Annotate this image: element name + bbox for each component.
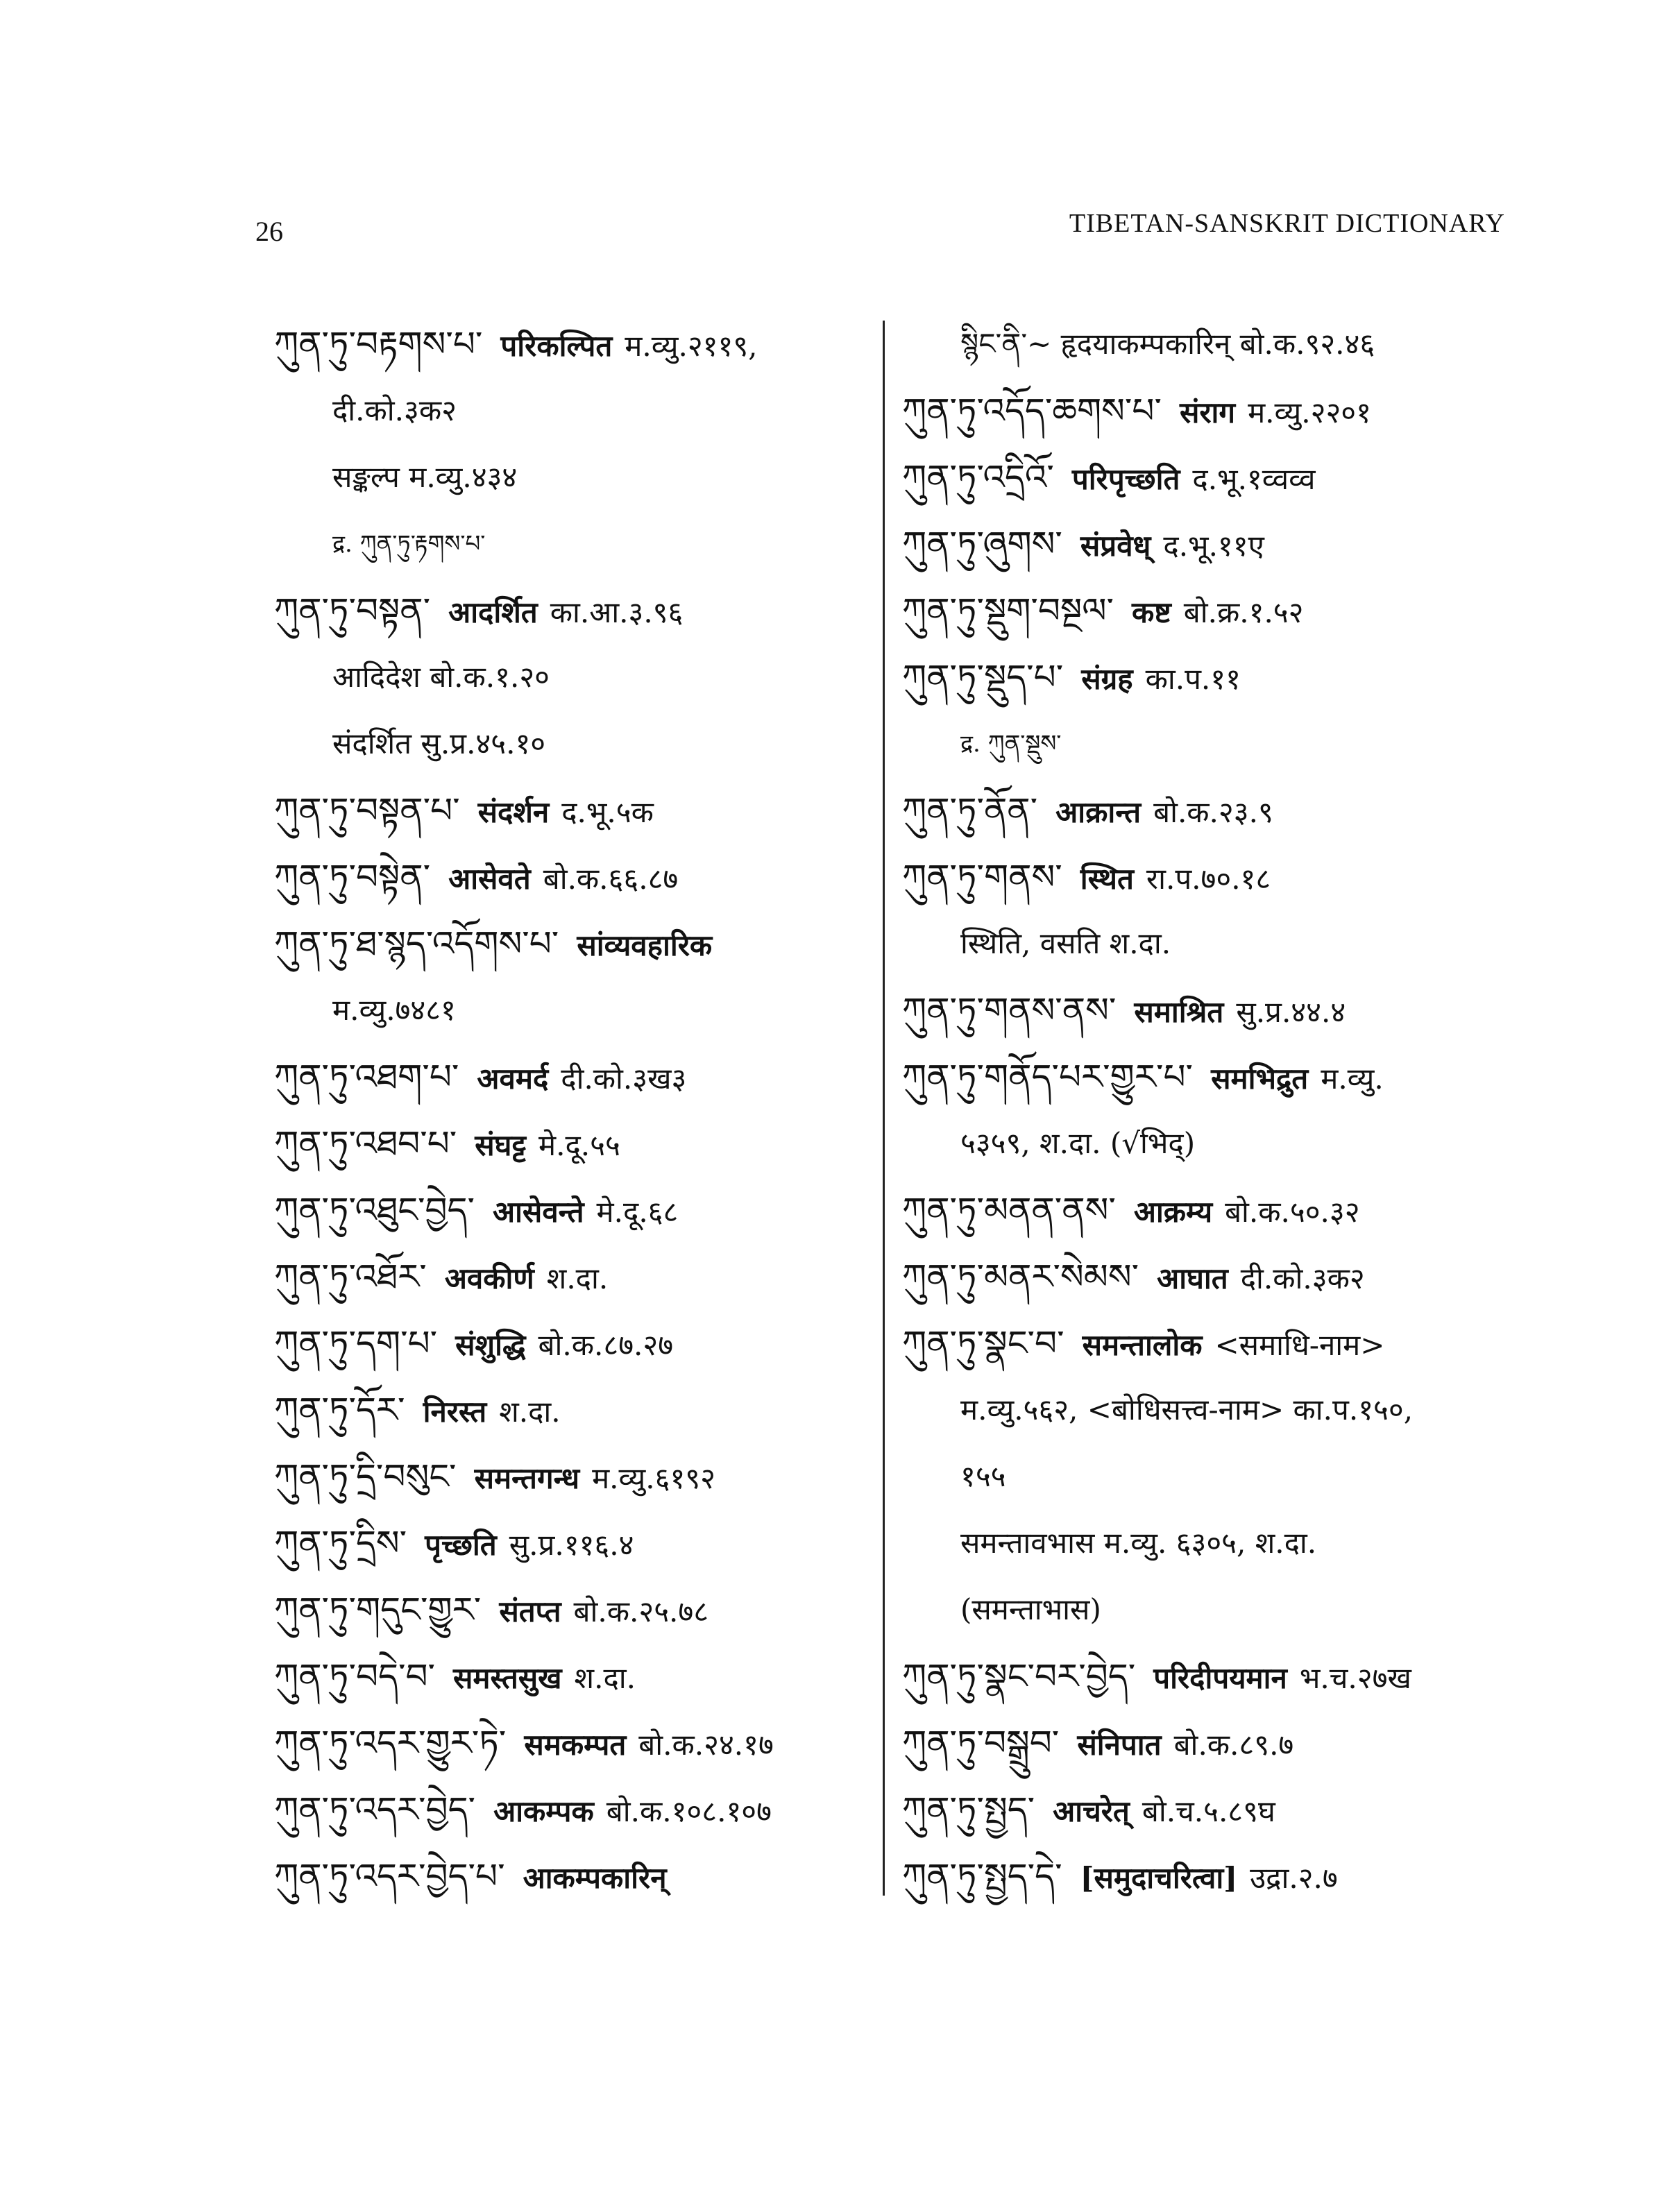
tibetan-headword: ཀུན་ཏུ་ཞུགས་ [902,524,1062,564]
sanskrit-equivalent: आकम्पक [493,1794,594,1828]
dictionary-entry [902,1243,1513,1310]
cross-reference-note: द्र. ཀུན་སྡུས་ [960,730,1062,758]
tibetan-headword: ཀུན་ཏུ་སྤྱད་དེ་ [902,1856,1062,1896]
tibetan-headword: ཀུན་ཏུ་སྡུག་བསྔལ་ [902,590,1114,631]
entry-continuation: १५५ [960,1459,1006,1493]
dictionary-entry [902,1643,1513,1710]
column-divider [883,321,885,1896]
tibetan-headword: ཀུན་ཏུ་དག་པ་ [274,1323,438,1363]
tibetan-headword: ཀུན་ཏུ་སྤྱད་ [902,1789,1035,1830]
dictionary-entry [274,1843,871,1909]
tibetan-headword: ཀུན་ཏུ་འཐོར་ [274,1257,427,1297]
dictionary-entry [274,777,871,844]
source-reference: सु.प्र.४४.४ [1236,995,1346,1029]
source-reference: म.व्यु. [1321,1062,1384,1096]
tibetan-headword: ཀུན་ཏུ་འདྲིའོ་ [902,457,1054,497]
tibetan-headword: ཀུན་ཏུ་འདོད་ཆགས་པ་ [902,391,1162,431]
dictionary-entry [902,977,1513,1044]
tibetan-headword: ཀུན་ཏུ་བརྟགས་པ་ [274,324,483,364]
tibetan-headword: ཀུན་ཏུ་བསྟན་ [274,590,431,631]
page-number: 26 [255,216,283,247]
dictionary-entry [274,311,871,377]
sanskrit-equivalent: संतप्त [499,1594,561,1628]
dictionary-entry [274,1044,871,1110]
entry-continuation: म.व्यु.५६२, <बोधिसत्त्व-नाम> का.प.१५०, [960,1393,1414,1427]
sanskrit-equivalent: स्थित [1080,862,1134,896]
sanskrit-equivalent: संघट्ट [475,1128,527,1162]
entry-continuation: स्थिति, वसति श.दा. [960,926,1171,960]
running-head: TIBETAN-SANSKRIT DICTIONARY [1069,209,1505,238]
dictionary-entry [902,1776,1513,1843]
dictionary-entry [902,511,1513,577]
tibetan-headword: ཀུན་ཏུ་ཐ་སྙད་འདོགས་པ་ [274,924,559,964]
sanskrit-equivalent: समन्तालोक [1082,1328,1203,1362]
entry-continuation: सङ्कल्प म.व्यु.४३४ [332,460,518,494]
sanskrit-equivalent: सांव्यवहारिक [577,928,713,962]
source-reference: <समाधि-नाम> [1214,1328,1385,1362]
tibetan-headword: ཀུན་ཏུ་བསྒྲུབ་ [902,1723,1060,1763]
source-reference: सु.प्र.११६.४ [509,1528,634,1562]
sanskrit-equivalent: आसेवन्ते [493,1195,584,1229]
dictionary-entry [274,577,871,644]
entry-continuation: आदिदेश बो.क.१.२० [332,660,550,694]
dictionary-entry [274,1576,871,1643]
dictionary-entry [274,1377,871,1443]
sanskrit-equivalent: समस्तसुख [453,1661,562,1695]
entry-continuation: ५३५९, श.दा. (√भिद्) [960,1126,1196,1160]
dictionary-entry [274,844,871,910]
sanskrit-equivalent: परिकल्पित [500,329,613,363]
source-reference: द.भू.५क [561,795,654,829]
entry-continuation: སྙིང་ནི་~ हृदयाकम्पकारिन् बो.क.९२.४६ [960,327,1375,361]
entry-continuation: समन्तावभास म.व्यु. ६३०५, श.दा. [960,1526,1317,1560]
sanskrit-equivalent: आघात [1157,1261,1228,1295]
dictionary-entry [902,1310,1513,1377]
sanskrit-equivalent: आसेवते [448,862,531,896]
source-reference: भ.च.२७ख [1299,1661,1411,1695]
source-reference: बो.क.२३.९ [1153,795,1273,829]
source-reference: मे.दू.५५ [538,1128,620,1162]
source-reference: म.व्यु.२११९, [625,329,758,363]
dictionary-entry [274,1710,871,1776]
sanskrit-equivalent: संप्रवेध् [1080,529,1151,563]
source-reference: बो.क.८९.७ [1173,1728,1294,1762]
dictionary-entry [902,777,1513,844]
source-reference: का.प.११ [1145,662,1241,696]
source-reference: बो.क.६६.८७ [543,862,679,896]
source-reference: श.दा. [499,1395,561,1429]
tibetan-headword: ཀུན་ཏུ་དོར་ [274,1390,405,1430]
tibetan-headword: ཀུན་ཏུ་གནོད་པར་གྱུར་པ་ [902,1057,1194,1097]
sanskrit-equivalent: संशुद्धि [455,1328,526,1362]
source-reference: बो.क.१०८.१०७ [606,1794,772,1828]
source-reference: म.व्यु.२२०१ [1248,395,1371,429]
dictionary-entry [274,1310,871,1377]
sanskrit-equivalent: समन्तगन्ध [474,1461,580,1495]
tibetan-headword: ཀུན་ཏུ་འཐབ་པ་ [274,1123,457,1164]
dictionary-entry [902,377,1513,444]
tibetan-headword: ཀུན་ཏུ་སྣང་བར་བྱེད་ [902,1656,1136,1696]
source-reference: बो.च.५.८९घ [1142,1794,1275,1828]
entry-continuation: (समन्ताभास) [960,1592,1101,1626]
sanskrit-equivalent: आक्रम्य [1133,1195,1213,1229]
left-column [274,311,871,1909]
dictionary-entry [274,1110,871,1177]
dictionary-entry [274,1443,871,1510]
dictionary-entry [902,1044,1513,1110]
sanskrit-equivalent: समकम्पत [524,1728,627,1762]
dictionary-entry [274,1510,871,1576]
source-reference: द.भू.११ए [1163,529,1264,563]
tibetan-headword: ཀུན་ཏུ་ནོན་ [902,790,1038,831]
source-reference: द.भू.१व्वव्व [1192,462,1316,496]
sanskrit-equivalent: संग्रह [1081,662,1133,696]
source-reference: बो.क.८७.२७ [538,1328,674,1362]
sanskrit-equivalent: आदर्शित [448,595,538,629]
sanskrit-equivalent: समाश्रित [1134,995,1224,1029]
sanskrit-equivalent: समभिद्रुत [1211,1062,1309,1096]
dictionary-entry [274,1643,871,1710]
dictionary-entry [902,844,1513,910]
sanskrit-equivalent: अवकीर्ण [444,1261,534,1295]
tibetan-headword: ཀུན་ཏུ་དྲིས་ [274,1523,407,1563]
dictionary-entry [274,910,871,977]
tibetan-headword: ཀུན་ཏུ་མནན་ནས་ [902,1190,1116,1230]
sanskrit-equivalent: पृच्छति [425,1528,497,1562]
dictionary-entry [274,1243,871,1310]
tibetan-headword: ཀུན་ཏུ་གདུང་གྱུར་ [274,1590,482,1630]
source-reference: रा.प.७०.१८ [1146,862,1271,896]
tibetan-headword: ཀུན་ཏུ་འཐུང་བྱེད་ [274,1190,475,1230]
tibetan-headword: ཀུན་ཏུ་འདར་གྱུར་ཏེ་ [274,1723,507,1763]
tibetan-headword: ཀུན་ཏུ་སྣང་བ་ [902,1323,1064,1363]
tibetan-headword: ཀུན་ཏུ་བསྟན་པ་ [274,790,460,831]
source-reference: श.दा. [546,1261,609,1295]
sanskrit-equivalent: आचरेत् [1053,1794,1130,1828]
tibetan-headword: ཀུན་ཏུ་བསྟེན་ [274,857,431,897]
sanskrit-equivalent: संराग [1179,395,1236,429]
sanskrit-equivalent: संदर्शन [477,795,550,829]
tibetan-headword: ཀུན་ཏུ་གནས་ [902,857,1062,897]
tibetan-headword: ཀུན་ཏུ་སྡུད་པ་ [902,657,1064,697]
dictionary-entry [274,1776,871,1843]
cross-reference-note: द्र. ཀུན་ཏུ་རྟགས་པ་ [332,530,486,558]
source-reference: मे.दू.६८ [596,1195,679,1229]
dictionary-entry [902,1177,1513,1243]
source-reference: बो.क.२५.७८ [573,1594,709,1628]
tibetan-headword: ཀུན་ཏུ་འཐག་པ་ [274,1057,459,1097]
source-reference: उद्रा.२.७ [1250,1861,1338,1895]
entry-continuation: दी.को.३क२ [332,393,457,427]
tibetan-headword: ཀུན་ཏུ་འདར་བྱེད་ [274,1789,476,1830]
sanskrit-equivalent: कष्ट [1132,595,1171,629]
tibetan-headword: ཀུན་ཏུ་མནར་སེམས་ [902,1257,1139,1297]
source-reference: बो.क्र.१.५२ [1183,595,1304,629]
right-column [902,311,1513,1909]
source-reference: म.व्यु.६१९२ [592,1461,715,1495]
tibetan-headword: ཀུན་ཏུ་བདེ་བ་ [274,1656,435,1696]
dictionary-entry [902,644,1513,711]
source-reference: श.दा. [574,1661,636,1695]
source-reference: बो.क.५०.३२ [1225,1195,1360,1229]
dictionary-entry [902,1710,1513,1776]
sanskrit-equivalent: संनिपात [1077,1728,1162,1762]
sanskrit-equivalent: निरस्त [423,1395,487,1429]
entry-continuation: म.व्यु.७४८१ [332,993,456,1027]
sanskrit-equivalent: [समुदाचरित्वा] [1080,1861,1238,1895]
dictionary-entry [902,577,1513,644]
sanskrit-equivalent: आकम्पकारिन् [523,1861,667,1895]
source-reference: दी.को.३ख३ [561,1062,687,1096]
dictionary-entry [274,1177,871,1243]
entry-continuation: संदर्शित सु.प्र.४५.१० [332,726,546,760]
tibetan-headword: ཀུན་ཏུ་གནས་ནས་ [902,990,1117,1030]
tibetan-headword: ཀུན་ཏུ་དྲི་བསུང་ [274,1456,457,1497]
sanskrit-equivalent: आक्रान्त [1055,795,1142,829]
tibetan-headword: ཀུན་ཏུ་འདར་བྱེད་པ་ [274,1856,505,1896]
source-reference: दी.को.३क२ [1240,1261,1365,1295]
source-reference: का.आ.३.९६ [550,595,684,629]
sanskrit-equivalent: अवमर्द [477,1062,549,1096]
dictionary-entry [902,1843,1513,1909]
sanskrit-equivalent: परिपृच्छति [1071,462,1180,496]
source-reference: बो.क.२४.१७ [638,1728,774,1762]
sanskrit-equivalent: परिदीपयमान [1153,1661,1287,1695]
dictionary-entry [902,444,1513,511]
